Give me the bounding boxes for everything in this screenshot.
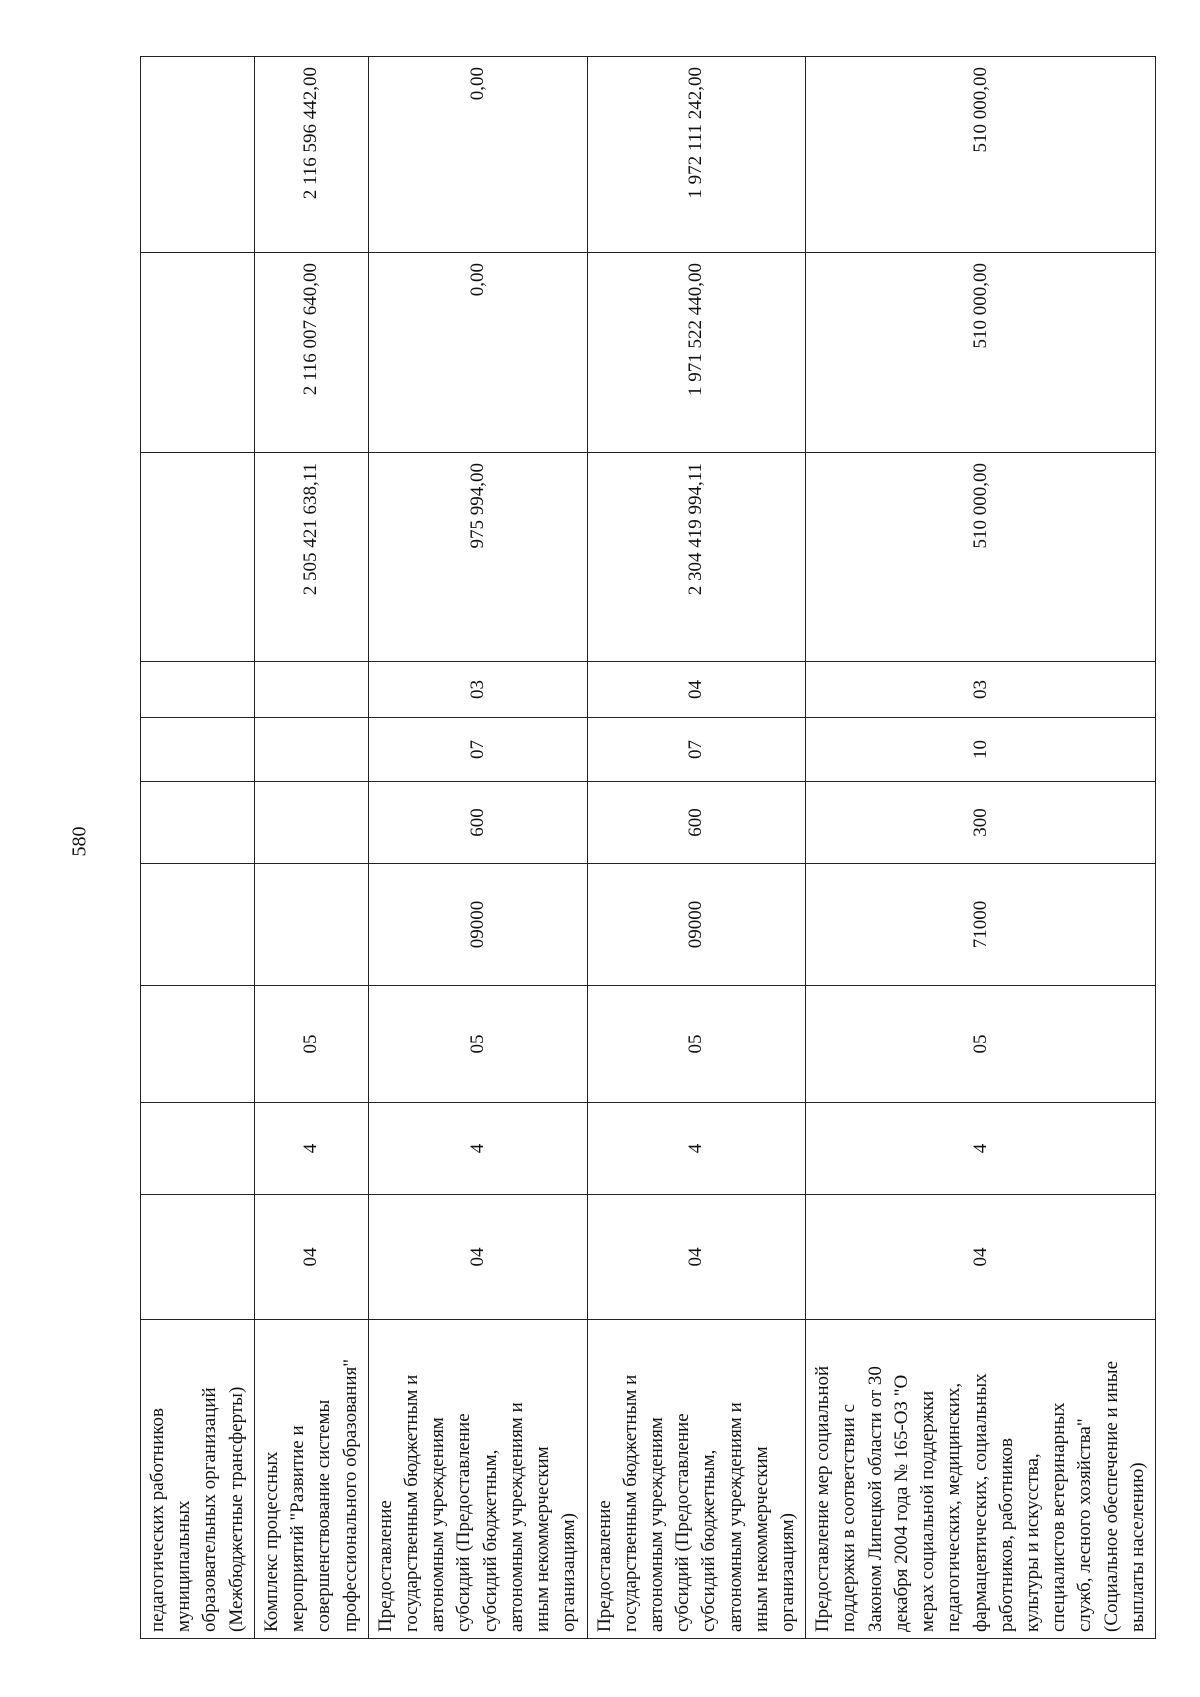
table-row (254, 57, 368, 1639)
budget-table-rotated (140, 57, 1148, 1639)
code-cell (141, 718, 255, 782)
code-cell: 4 (254, 1103, 368, 1195)
code-cell: 04 (368, 1195, 587, 1320)
code-cell (254, 718, 368, 782)
amount-cell: 0,00 (368, 57, 587, 253)
row-name-cell: Предоставление государственным бюджетным и автономным учреждениям субсидий (Предоставление субсидий бюджетным, автономным учреждениям и иным некоммерческим организациям) (368, 1320, 587, 1639)
amount-cell: 510 000,00 (806, 57, 1156, 253)
page-number: 580 (68, 826, 91, 857)
table-row (587, 57, 806, 1639)
code-cell (141, 1195, 255, 1320)
table-row (806, 57, 1156, 1639)
budget-table (140, 56, 1156, 1639)
code-cell (254, 782, 368, 864)
code-cell: 07 (368, 718, 587, 782)
code-cell: 04 (587, 662, 806, 718)
code-cell: 4 (368, 1103, 587, 1195)
code-cell: 71000 (806, 864, 1156, 986)
code-cell: 05 (254, 986, 368, 1103)
amount-cell: 1 971 522 440,00 (587, 253, 806, 453)
amount-cell (141, 253, 255, 453)
code-cell: 4 (806, 1103, 1156, 1195)
amount-cell: 1 972 111 242,00 (587, 57, 806, 253)
code-cell: 03 (806, 662, 1156, 718)
code-cell: 04 (587, 1195, 806, 1320)
code-cell (254, 662, 368, 718)
code-cell: 600 (587, 782, 806, 864)
table-row (141, 57, 255, 1639)
code-cell: 04 (806, 1195, 1156, 1320)
code-cell: 04 (254, 1195, 368, 1320)
code-cell (254, 864, 368, 986)
code-cell: 10 (806, 718, 1156, 782)
amount-cell: 2 116 007 640,00 (254, 253, 368, 453)
amount-cell: 2 116 596 442,00 (254, 57, 368, 253)
code-cell (141, 986, 255, 1103)
amount-cell (141, 57, 255, 253)
code-cell (141, 782, 255, 864)
code-cell: 05 (587, 986, 806, 1103)
amount-cell: 2 505 421 638,11 (254, 453, 368, 662)
code-cell: 09000 (368, 864, 587, 986)
code-cell: 09000 (587, 864, 806, 986)
code-cell: 600 (368, 782, 587, 864)
row-name-cell: Предоставление мер социальной поддержки в соответствии с Законом Липецкой области от 30 декабря 2004 года № 165-ОЗ "О мерах социальной поддержки педагогических, медицинских, фармацевтических, социальных работников, работников культуры и искусства, специалистов ветеринарных служб, лесного хозяйства" (Социальное обеспечение и иные выплаты населению) (806, 1320, 1156, 1639)
code-cell: 4 (587, 1103, 806, 1195)
amount-cell (141, 453, 255, 662)
code-cell (141, 1103, 255, 1195)
code-cell (141, 662, 255, 718)
amount-cell: 0,00 (368, 253, 587, 453)
row-name-cell: Предоставление государственным бюджетным и автономным учреждениям субсидий (Предоставление субсидий бюджетным, автономным учреждениям и иным некоммерческим организациям) (587, 1320, 806, 1639)
amount-cell: 2 304 419 994,11 (587, 453, 806, 662)
amount-cell: 975 994,00 (368, 453, 587, 662)
amount-cell: 510 000,00 (806, 453, 1156, 662)
amount-cell: 510 000,00 (806, 253, 1156, 453)
table-row (368, 57, 587, 1639)
row-name-cell: педагогических работников муниципальных образовательных организаций (Межбюджетные трансферты) (141, 1320, 255, 1639)
code-cell: 300 (806, 782, 1156, 864)
code-cell: 03 (368, 662, 587, 718)
code-cell (141, 864, 255, 986)
code-cell: 05 (368, 986, 587, 1103)
code-cell: 07 (587, 718, 806, 782)
row-name-cell: Комплекс процессных мероприятий "Развитие и совершенствование системы профессионального образования" (254, 1320, 368, 1639)
code-cell: 05 (806, 986, 1156, 1103)
budget-table-area (140, 57, 1148, 1639)
